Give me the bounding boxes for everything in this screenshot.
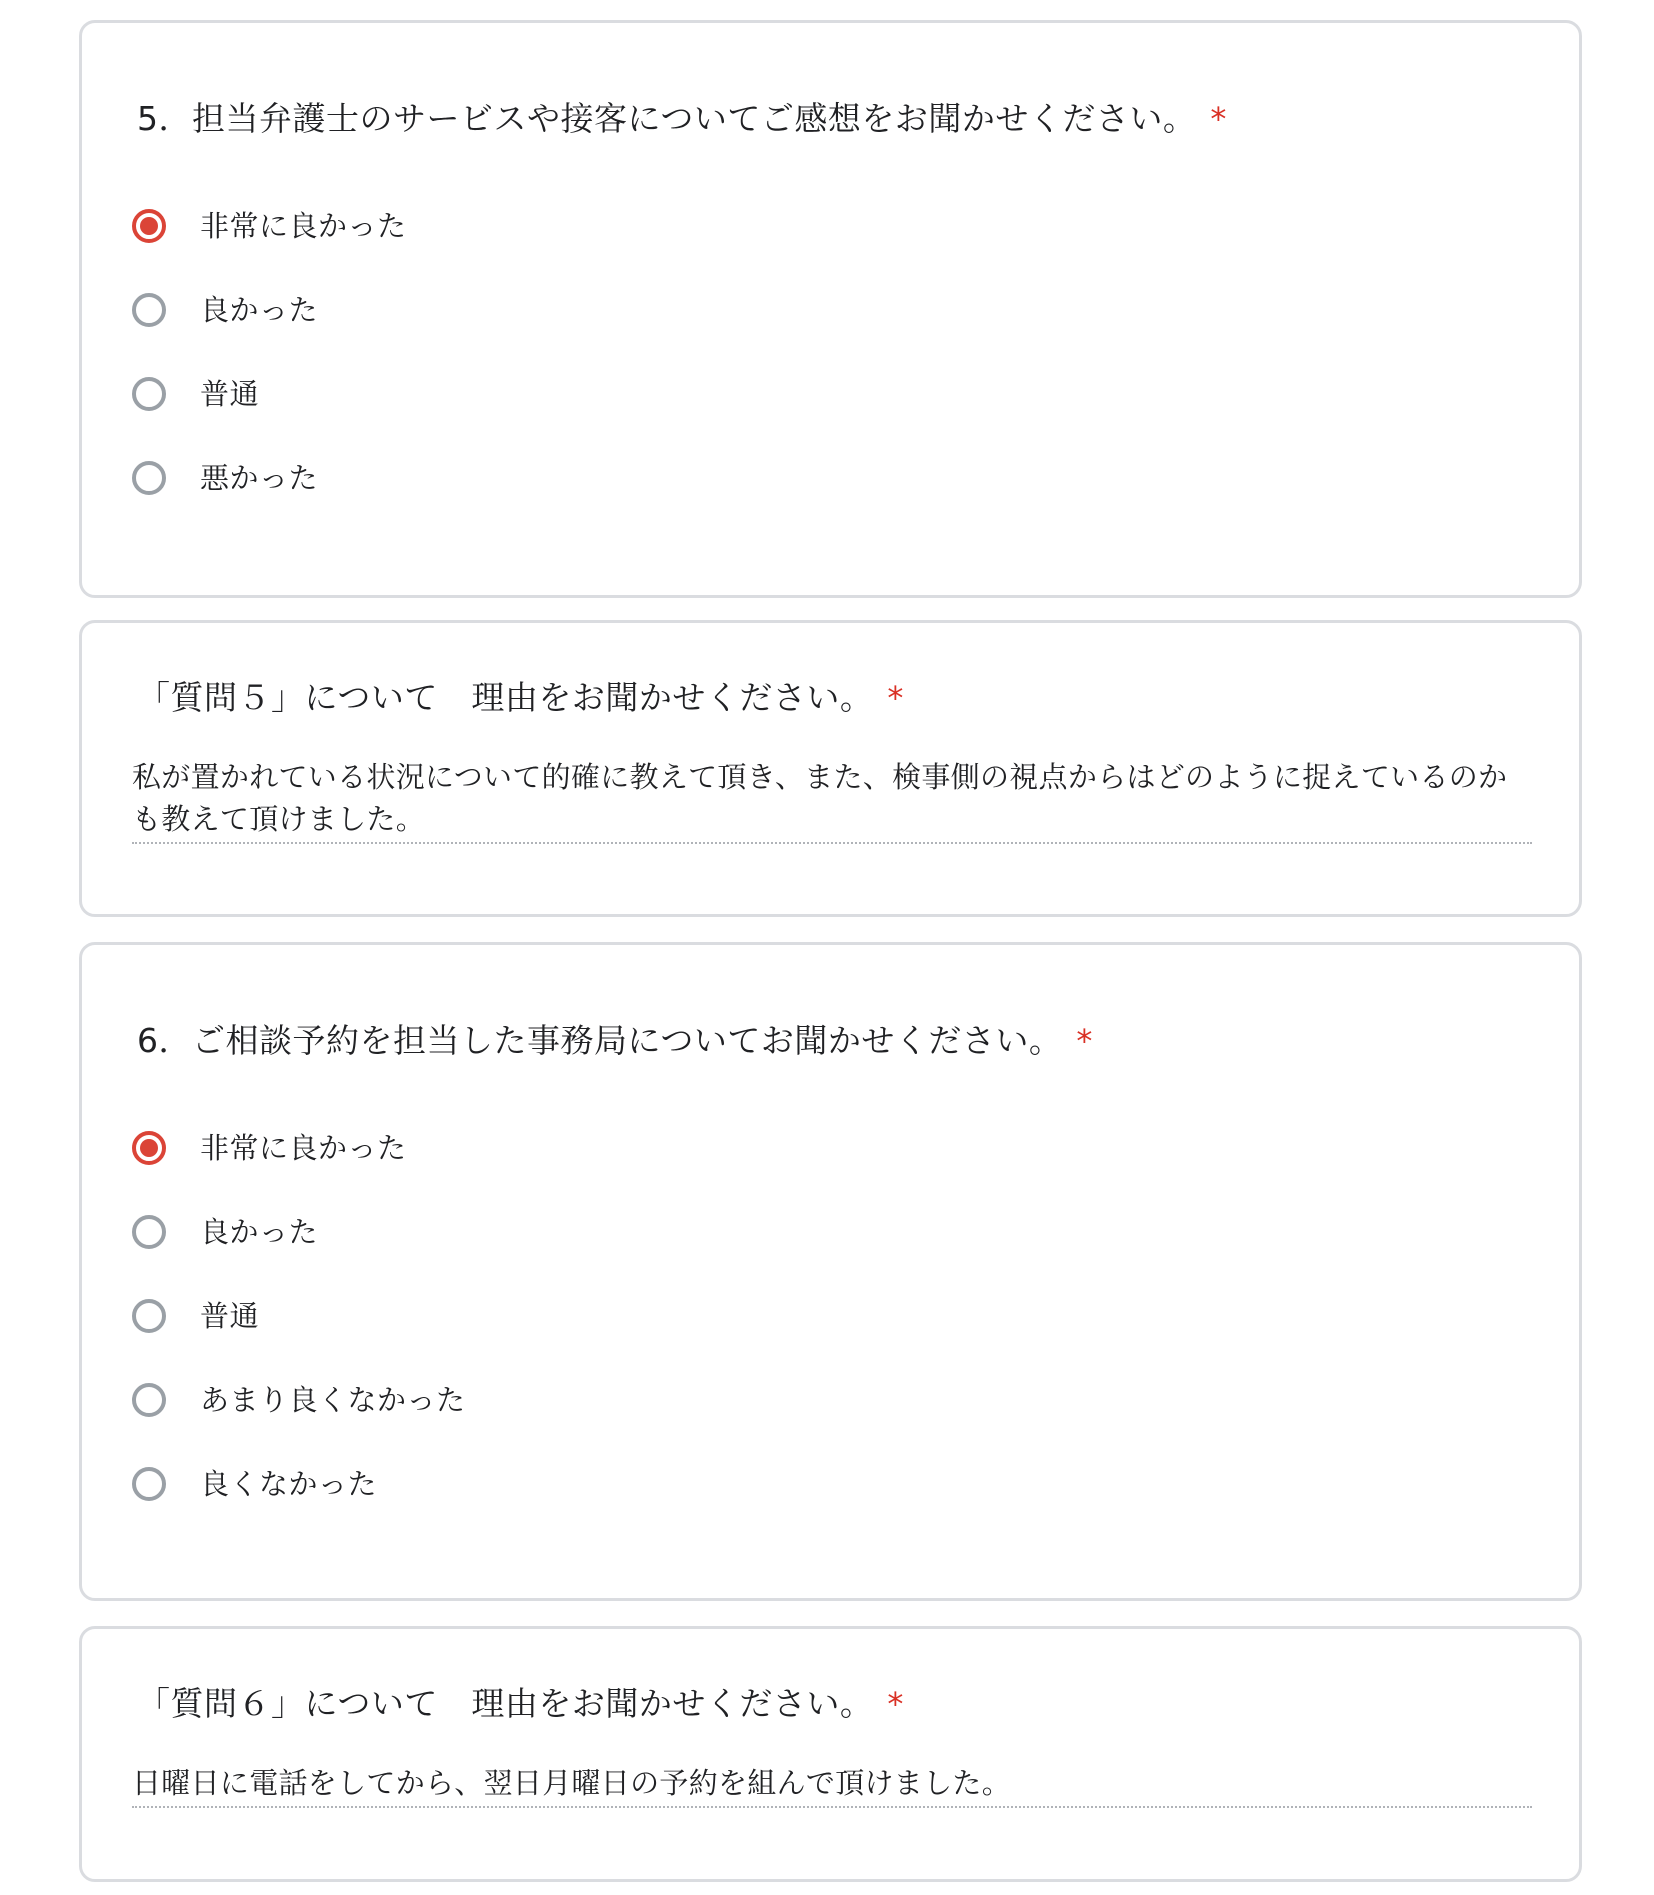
radio-button-checked[interactable] [132,209,166,243]
radio-option-label: 良かった [200,1215,319,1249]
radio-option-label: 良くなかった [200,1467,378,1501]
question-title [137,99,1227,139]
radio-option-label: 普通 [200,1299,260,1333]
radio-option[interactable] [132,1209,318,1255]
radio-option[interactable] [132,1377,466,1423]
answer-text-field[interactable]: 日曜日に電話をしてから、翌日月曜日の予約を組んで頂けました。 [132,1762,1532,1808]
radio-button[interactable] [132,1299,166,1333]
radio-button[interactable] [132,1467,166,1501]
question-title-text: 「質問５」について 理由をお聞かせください。 [137,678,874,717]
radio-button[interactable] [132,377,166,411]
question-title [137,678,904,718]
required-mark: * [1076,1022,1093,1060]
required-mark: * [887,679,904,717]
question-5-card [79,20,1582,598]
radio-option-label: あまり良くなかった [200,1383,466,1417]
radio-option-label: 良かった [200,293,319,327]
radio-option[interactable] [132,455,318,501]
radio-option-label: 非常に良かった [200,209,407,243]
question-title-text: 「質問６」について 理由をお聞かせください。 [137,1684,874,1723]
radio-button-checked[interactable] [132,1131,166,1165]
question-title [137,1684,904,1724]
question-5-reason-card [79,620,1582,917]
radio-button[interactable] [132,293,166,327]
question-6-card [79,942,1582,1601]
radio-button[interactable] [132,1215,166,1249]
radio-option[interactable] [132,287,318,333]
radio-option[interactable] [132,1293,259,1339]
radio-option[interactable] [132,1125,407,1171]
required-mark: * [1210,100,1227,138]
radio-option[interactable] [132,203,407,249]
answer-text-field[interactable]: 私が置かれている状況について的確に教えて頂き、また、検事側の視点からはどのように捉えているのかも教えて頂けました。 [132,756,1532,844]
radio-option-label: 悪かった [200,461,319,495]
radio-option-label: 普通 [200,377,260,411]
radio-button[interactable] [132,461,166,495]
radio-button[interactable] [132,1383,166,1417]
question-title-text: 6．ご相談予約を担当した事務局についてお聞かせください。 [137,1021,1063,1060]
question-title [137,1021,1093,1061]
required-mark: * [887,1685,904,1723]
radio-option[interactable] [132,1461,377,1507]
question-6-reason-card [79,1626,1582,1882]
question-title-text: 5．担当弁護士のサービスや接客についてご感想をお聞かせください。 [137,99,1197,138]
radio-option-label: 非常に良かった [200,1131,407,1165]
radio-option[interactable] [132,371,259,417]
